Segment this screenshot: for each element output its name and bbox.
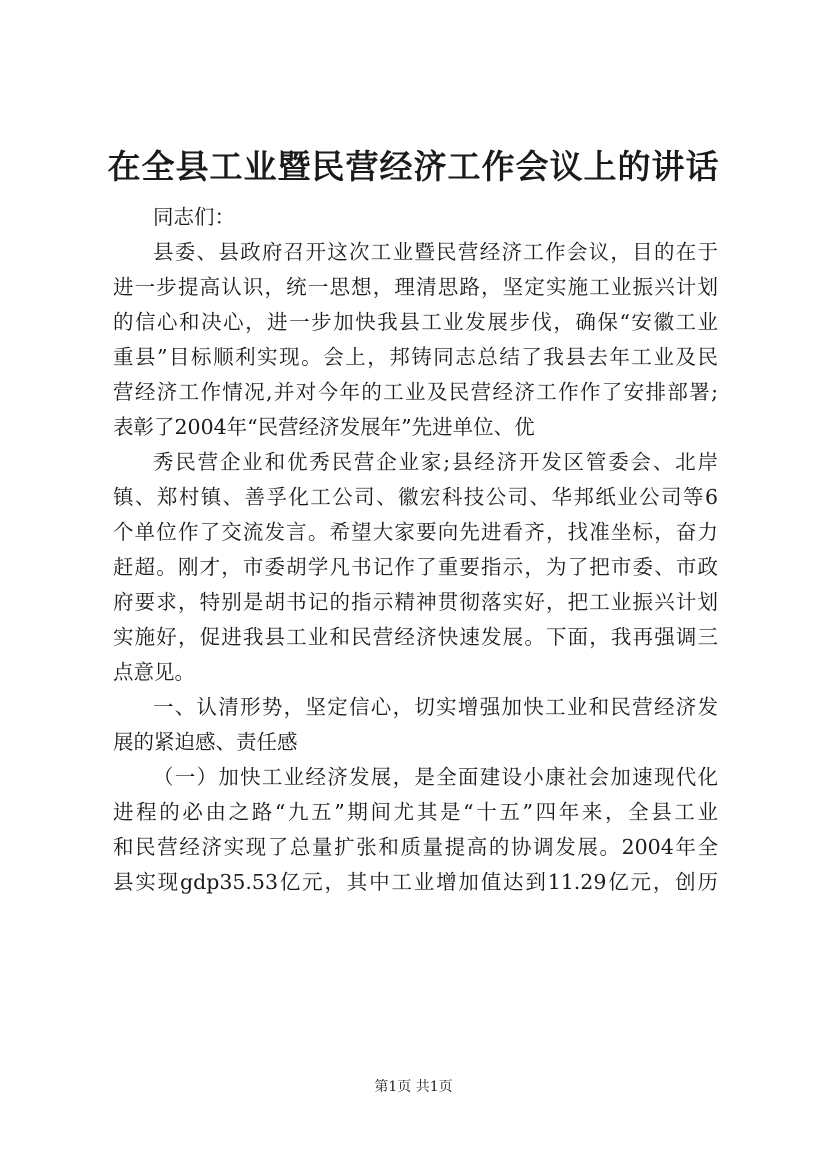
paragraph-line: 和民营经济实现了总量扩张和质量提高的协调发展。2004年全 (113, 835, 718, 859)
paragraph-line: 赶超。刚才，市委胡学凡书记作了重要指示，为了把市委、市政 (113, 555, 718, 579)
document-body (113, 200, 718, 900)
document-title: 在全县工业暨民营经济工作会议上的讲话 (107, 147, 720, 186)
paragraph-line: 点意见。 (113, 660, 195, 684)
paragraph-line: 个单位作了交流发言。希望大家要向先进看齐，找准坐标，奋力 (113, 520, 718, 544)
paragraph-line: 县实现gdp35.53亿元，其中工业增加值达到11.29亿元，创历 (113, 870, 718, 894)
paragraph-line: 表彰了2004年“民营经济发展年”先进单位、优 (113, 415, 535, 439)
paragraph-line: 进一步提高认识，统一思想，理清思路，坚定实施工业振兴计划 (113, 275, 718, 299)
section-heading-line: 一、认清形势，坚定信心，切实增强加快工业和民营经济发 (153, 695, 718, 719)
paragraph-line: 镇、郑村镇、善孚化工公司、徽宏科技公司、华邦纸业公司等6 (113, 485, 718, 509)
section-heading-line: 展的紧迫感、责任感 (113, 730, 298, 754)
paragraph-line: 实施好，促进我县工业和民营经济快速发展。下面，我再强调三 (113, 625, 718, 649)
salutation: 同志们： (153, 205, 235, 229)
paragraph-line: 重县”目标顺利实现。会上，邦铸同志总结了我县去年工业及民 (113, 345, 718, 369)
paragraph-line: 秀民营企业和优秀民营企业家;县经济开发区管委会、北岸 (153, 450, 718, 474)
paragraph-line: 的信心和决心，进一步加快我县工业发展步伐，确保“安徽工业 (113, 310, 718, 334)
paragraph-line: 进程的必由之路“九五”期间尤其是“十五”四年来，全县工业 (113, 800, 718, 824)
page-footer: 第1页 共1页 (374, 1079, 453, 1095)
subsection-line: （一）加快工业经济发展，是全面建设小康社会加速现代化 (153, 765, 718, 789)
paragraph-line: 府要求，特别是胡书记的指示精神贯彻落实好，把工业振兴计划 (113, 590, 718, 614)
paragraph-line: 县委、县政府召开这次工业暨民营经济工作会议，目的在于 (153, 240, 718, 264)
paragraph-line: 营经济工作情况,并对今年的工业及民营经济工作作了安排部署; (113, 380, 718, 404)
